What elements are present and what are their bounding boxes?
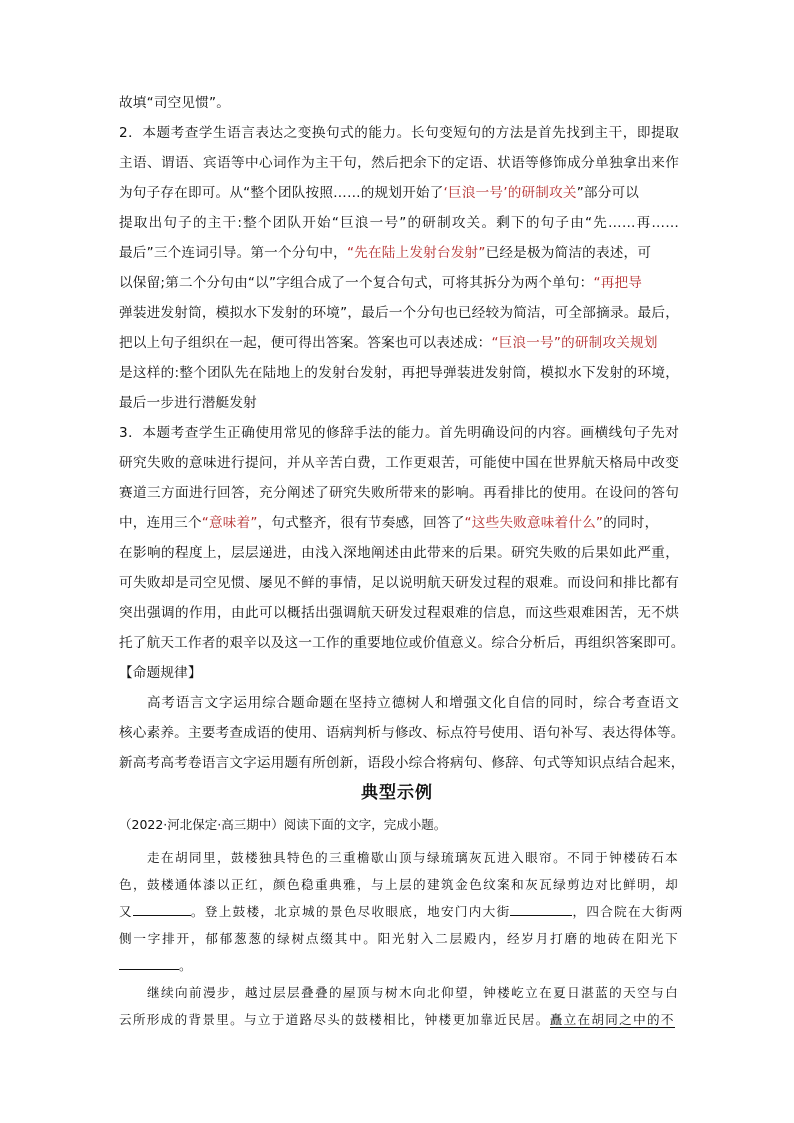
- answer-blank[interactable]: [119, 956, 179, 970]
- text-line: 新高考高考卷语言文字运用题有所创新，语段小综合将病句、修辞、句式等知识点结合起来，: [119, 755, 685, 771]
- text-run: 已经是极为简洁的表述，可: [485, 245, 652, 261]
- text-run: 的同时，: [603, 515, 659, 531]
- answer-blank[interactable]: [133, 902, 191, 916]
- question-source: （2022·河北保定·高三期中）阅读下面的文字，完成小题。: [119, 817, 447, 832]
- text-line: 最后一步进行潜艇发射: [119, 395, 257, 411]
- text-line: 弹装进发射筒，模拟水下发射的环境”，最后一个分句也已经较为简洁，可全部摘录。最后，: [119, 305, 679, 321]
- text-line: 故填“司空见惯”。: [119, 95, 231, 111]
- text-line: 主语、谓语、宾语等中心词作为主干句，然后把余下的定语、状语等修饰成分单独拿出来作: [119, 155, 679, 171]
- passage-line: [119, 1010, 679, 1030]
- highlight-quote: “再把导: [593, 275, 643, 291]
- passage-line: 走在胡同里，鼓楼独具特色的三重檐歇山顶与绿琉璃灰瓦进入眼帘。不同于钟楼砖石本: [147, 850, 679, 865]
- text-run: 。登上鼓楼，北京城的景色尽收眼底，地安门内大街: [190, 904, 511, 919]
- text-line: [119, 183, 679, 203]
- text-line: 2．本题考查学生语言表达之变换句式的能力。长句变短句的方法是首先找到主干，即提取: [119, 125, 679, 141]
- highlight-quote: “这些失败意味着什么”: [464, 515, 604, 531]
- text-line: 可失败却是司空见惯、屡见不鲜的事情，足以说明航天研发过程的艰难。而设问和排比都有: [119, 575, 679, 591]
- text-line: 赛道三方面进行回答，充分阐述了研究失败所带来的影响。再看排比的使用。在设问的答句: [119, 485, 679, 501]
- passage-line: [119, 902, 684, 922]
- text-run: 把以上句子组织在一起，便可得出答案。答案也可以表述成：: [119, 335, 492, 351]
- text-line: 高考语言文字运用综合题命题在坚持立德树人和增强文化自信的同时，综合考查语文: [147, 695, 679, 711]
- section-heading: 【命题规律】: [119, 665, 202, 681]
- highlight-quote: “意味着”: [201, 515, 258, 531]
- text-line: [119, 243, 679, 263]
- text-run: 云所形成的背景里。与立于道路尽头的鼓楼相比，钟楼更加靠近民居。: [119, 1012, 550, 1027]
- text-run: 中，连用三个: [119, 515, 202, 531]
- text-line: 是这样的:整个团队先在陆地上的发射台发射，再把导弹装进发射筒，模拟水下发射的环境，: [119, 365, 679, 381]
- underlined-sentence: 矗立在胡同之中的不: [549, 1012, 675, 1027]
- text-line: 突出强调的作用，由此可以概括出强调航天研发过程艰难的信息，而这些艰难困苦，无不烘: [119, 605, 679, 621]
- highlight-quote: “先在陆上发射台发射”: [346, 245, 486, 261]
- text-line: [119, 513, 679, 533]
- text-run: 以保留;第二个分句由“以”字组合成了一个复合句式，可将其拆分为两个单句：: [119, 275, 594, 291]
- text-run: ，四合院在大街两: [572, 904, 684, 919]
- text-run: ，句式整齐，很有节奏感，回答了: [257, 515, 465, 531]
- passage-line: 侧一字排开，郁郁葱葱的绿树点缀其中。阳光射入二层殿内，经岁月打磨的地砖在阳光下: [119, 931, 679, 946]
- text-run: 最后”三个连词引导。第一个分句中，: [119, 245, 347, 261]
- answer-blank[interactable]: [510, 902, 572, 916]
- highlight-quote: “巨浪一号”的研制攻关规划: [491, 335, 658, 351]
- passage-line: 继续向前漫步，越过层层叠叠的屋顶与树木向北仰望，钟楼屹立在夏日湛蓝的天空与白: [147, 985, 679, 1000]
- text-run: 。: [179, 958, 193, 973]
- text-run: 为句子存在即可。从“整个团队按照……的规划开始了: [119, 185, 444, 201]
- text-line: 核心素养。主要考查成语的使用、语病判析与修改、标点符号使用、语句补写、表达得体等。: [119, 725, 685, 741]
- text-line: 研究失败的意味进行提问，并从辛苦白费，工作更艰苦，可能使中国在世界航天格局中改变: [119, 455, 679, 471]
- passage-line: 色，鼓楼通体漆以正红，颜色稳重典雅，与上层的建筑金色纹案和灰瓦绿剪边对比鲜明，却: [119, 877, 679, 892]
- text-line: [119, 273, 679, 293]
- text-line: 在影响的程度上，层层递进，由浅入深地阐述由此带来的后果。研究失败的后果如此严重，: [119, 545, 679, 561]
- text-run: ”部分可以: [576, 185, 640, 201]
- text-line: [119, 333, 679, 353]
- passage-line: [119, 956, 679, 976]
- text-line: 提取出句子的主干:整个团队开始“巨浪一号”的研制攻关。剩下的句子由“先……再……: [119, 215, 679, 231]
- highlight-quote: ‘巨浪一号’的研制攻关: [443, 185, 577, 201]
- text-run: 又: [119, 904, 133, 919]
- section-title: 典型示例: [361, 783, 433, 803]
- text-line: 托了航天工作者的艰辛以及这一工作的重要地位或价值意义。综合分析后，再组织答案即可。: [119, 635, 685, 651]
- text-line: 3．本题考查学生正确使用常见的修辞手法的能力。首先明确设问的内容。画横线句子先对: [119, 425, 679, 441]
